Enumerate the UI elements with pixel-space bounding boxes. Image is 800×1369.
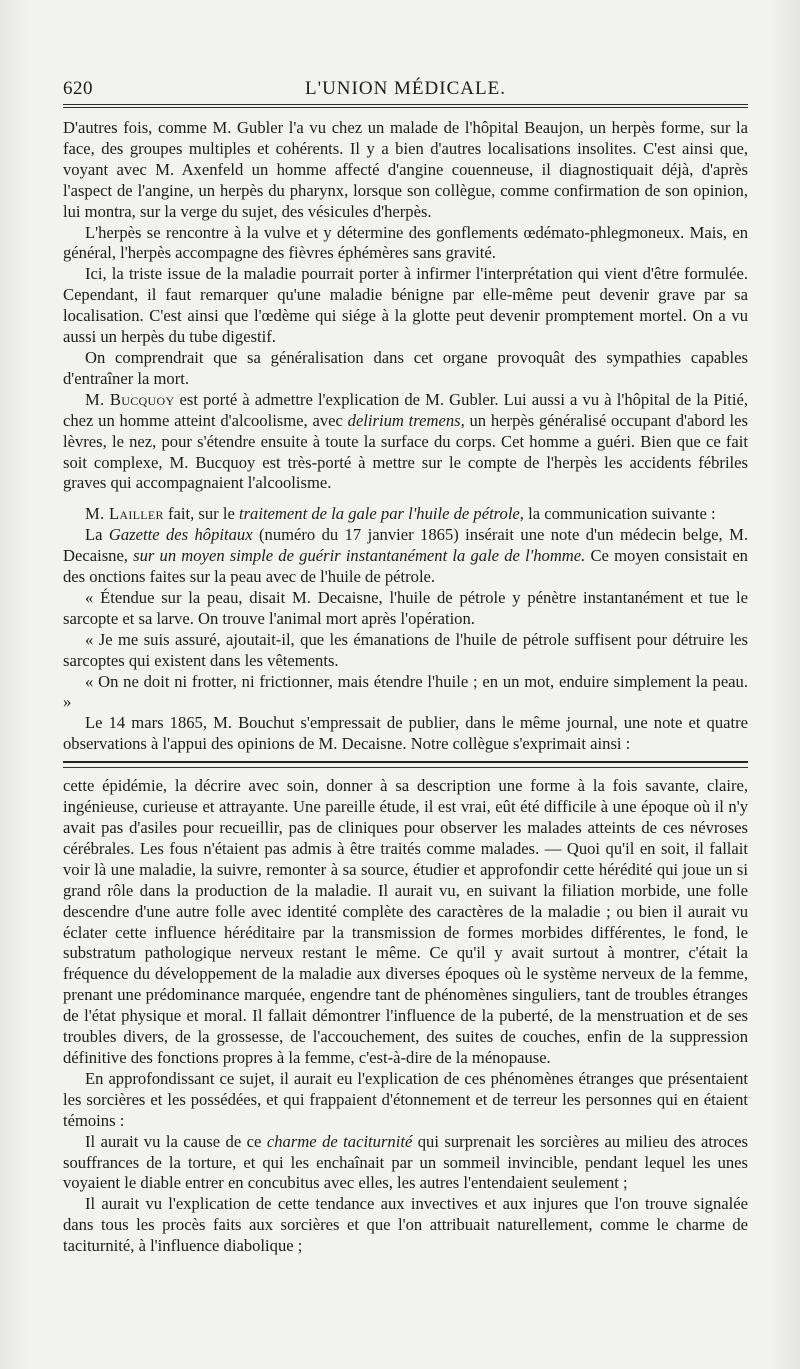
paragraph-lailler: M. Lailler fait, sur le traitement de la gale par l'huile de pétrole, la communication suivante : [85,504,716,524]
italic-term: charme de taciturnité [266,1131,413,1151]
italic-journal: Gazette des hôpitaux [108,525,253,545]
feuilleton-paragraph: En approfondissant ce sujet, il aurait eu l'explication de ces phénomènes étranges que présentaient les sorcières et les possédées, et qui frappaient d'étonnement et de terreur les personnes qui en étaient témoins : [63,1068,748,1130]
feuilleton-paragraph: Il aurait vu l'explication de cette tendance aux invectives et aux injures que l'on trouve signalée dans tous les procès faits aux sorcières et que l'on attribuait naturellement, comme le charme de taciturnité, à l'influence diabolique ; [63,1194,748,1256]
quote-paragraph: « Je me suis assuré, ajoutait-il, que les émanations de l'huile de pétrole suffisent pour détruire les sarcoptes qui existent dans les vêtements. [63,629,748,670]
paragraph: On comprendrait que sa généralisation dans cet organe provoquât des sympathies capables d'entraîner la mort. [63,347,748,388]
italic-title: traitement de la gale par l'huile de pétrole [238,504,520,524]
section-gap [63,494,748,504]
running-title: L'UNION MÉDICALE. [305,78,506,99]
italic-term: delirium tremens [347,410,461,430]
feuilleton-separator-thin [63,767,748,768]
paragraph-gazette: La Gazette des hôpitaux (numéro du 17 janvier 1865) insérait une note d'un médecin belge, M. Decaisne, sur un moyen simple de guérir instantanément la gale de l'homme. Ce moyen consistait en des onctions faites sur la peau avec de l'huile de pétrole. [63,525,748,587]
feuilleton-paragraph: Il aurait vu la cause de ce charme de taciturnité qui surprenait les sorcières au milieu des atroces souffrances de la torture, et qui les enchaînait par un sommeil invincible, pendant lequel les unes voyaient le diable entrer en concubitus avec elles, les autres l'entendaient seulement ; [63,1131,749,1193]
speaker-name: M. Bucquoy [85,389,175,409]
paragraph: D'autres fois, comme M. Gubler l'a vu chez un malade de l'hôpital Beaujon, un herpès forme, sur la face, des groupes multiples et cohérents. Il y a bien d'autres localisations insolites. C'est ainsi que, voyant avec M. Axenfeld un homme affecté d'angine couenneuse, il diagnostiquait déjà, d'après l'aspect de l'angine, un herpès du pharynx, lorsque son collègue, comme confirmation de son opinion, lui montra, sur la verge du sujet, des vésicules d'herpès. [63,118,748,221]
page-number: 620 [63,78,93,99]
feuilleton [63,776,748,1257]
paragraph-bouchut: Le 14 mars 1865, M. Bouchut s'empressait de publier, dans le même journal, une note et quatre observations à l'appui des opinions de M. Decaisne. Notre collègue s'exprimait ainsi : [63,713,748,754]
quote-paragraph: « Étendue sur la peau, disait M. Decaisne, l'huile de pétrole y pénètre instantanément et tue le sarcopte et sa larve. On trouve l'animal mort après l'opération. [63,587,748,628]
italic-title: sur un moyen simple de guérir instantanément la gale de l'homme. [133,546,586,566]
quote-paragraph: « On ne doit ni frotter, ni frictionner, mais étendre l'huile ; en un mot, enduire simplement la peau. » [63,671,748,712]
header-rule [63,104,748,108]
main-article [63,118,748,755]
paragraph: Ici, la triste issue de la maladie pourrait porter à infirmer l'interprétation qui vient d'être formulée. Cependant, il faut remarquer qu'une maladie bénigne par elle-même peut devenir grave par sa localisation. C'est ainsi que l'œdème qui siége à la glotte peut devenir promptement mortel. On a vu aussi un herpès du tube digestif. [63,264,748,347]
speaker-name: M. Lailler [85,504,164,524]
feuilleton-separator [63,761,748,763]
page-header [63,64,748,104]
feuilleton-paragraph: cette épidémie, la décrire avec soin, donner à sa description une forme à la fois savante, claire, ingénieuse, curieuse et attrayante. Une pareille étude, il est vrai, eût été difficile à une époque où il n'y avait pas d'asiles pour recueillir, pas de cliniques pour observer les malades atteints de ces névroses cérébrales. Les fous n'étaient pas admis à être traités comme malades. — Quoi qu'il en soit, il fallait voir là une maladie, la suivre, remonter à sa source, étudier et approfondir cette hérédité qui joue un si grand rôle dans la production de la maladie. Il aurait vu, en suivant la filiation morbide, une folle descendre d'une autre folle avec identité complète des caractères de la maladie ; ou bien il aurait vu éclater cette influence héréditaire par la transmission de formes morbides différentes, le fond, le substratum pathologique nerveux restant le même. Ce qu'il y avait surtout à montrer, c'était la fréquence du développement de la maladie aux diverses époques où le système nerveux de la femme, prenant une prédominance marquée, engendre tant de phénomènes singuliers, tant de troubles étranges de l'état physique et moral. Il fallait démontrer l'influence de la puberté, de la menstruation et de ses troubles divers, de la grossesse, de l'accouchement, des suites de couches, enfin de la suppression définitive des fonctions propres à la femme, c'est-à-dire de la ménopause. [63,776,748,1067]
paragraph: L'herpès se rencontre à la vulve et y détermine des gonflements œdémato-phlegmoneux. Mais, en général, l'herpès accompagne des fièvres éphémères sans gravité. [63,222,748,263]
paragraph-bucquoy: M. Bucquoy est porté à admettre l'explication de M. Gubler. Lui aussi a vu à l'hôpital de la Pitié, chez un homme atteint d'alcoolisme, avec delirium tremens, un herpès généralisé occupant d'abord les lèvres, le nez, pour s'étendre ensuite à toute la surface du corps. Cet homme a guéri. Bien que ce fait soit complexe, M. Bucquoy est très-porté à mettre sur le compte de l'herpès les accidents fébriles graves qui accompagnaient l'alcoolisme. [63,389,748,493]
